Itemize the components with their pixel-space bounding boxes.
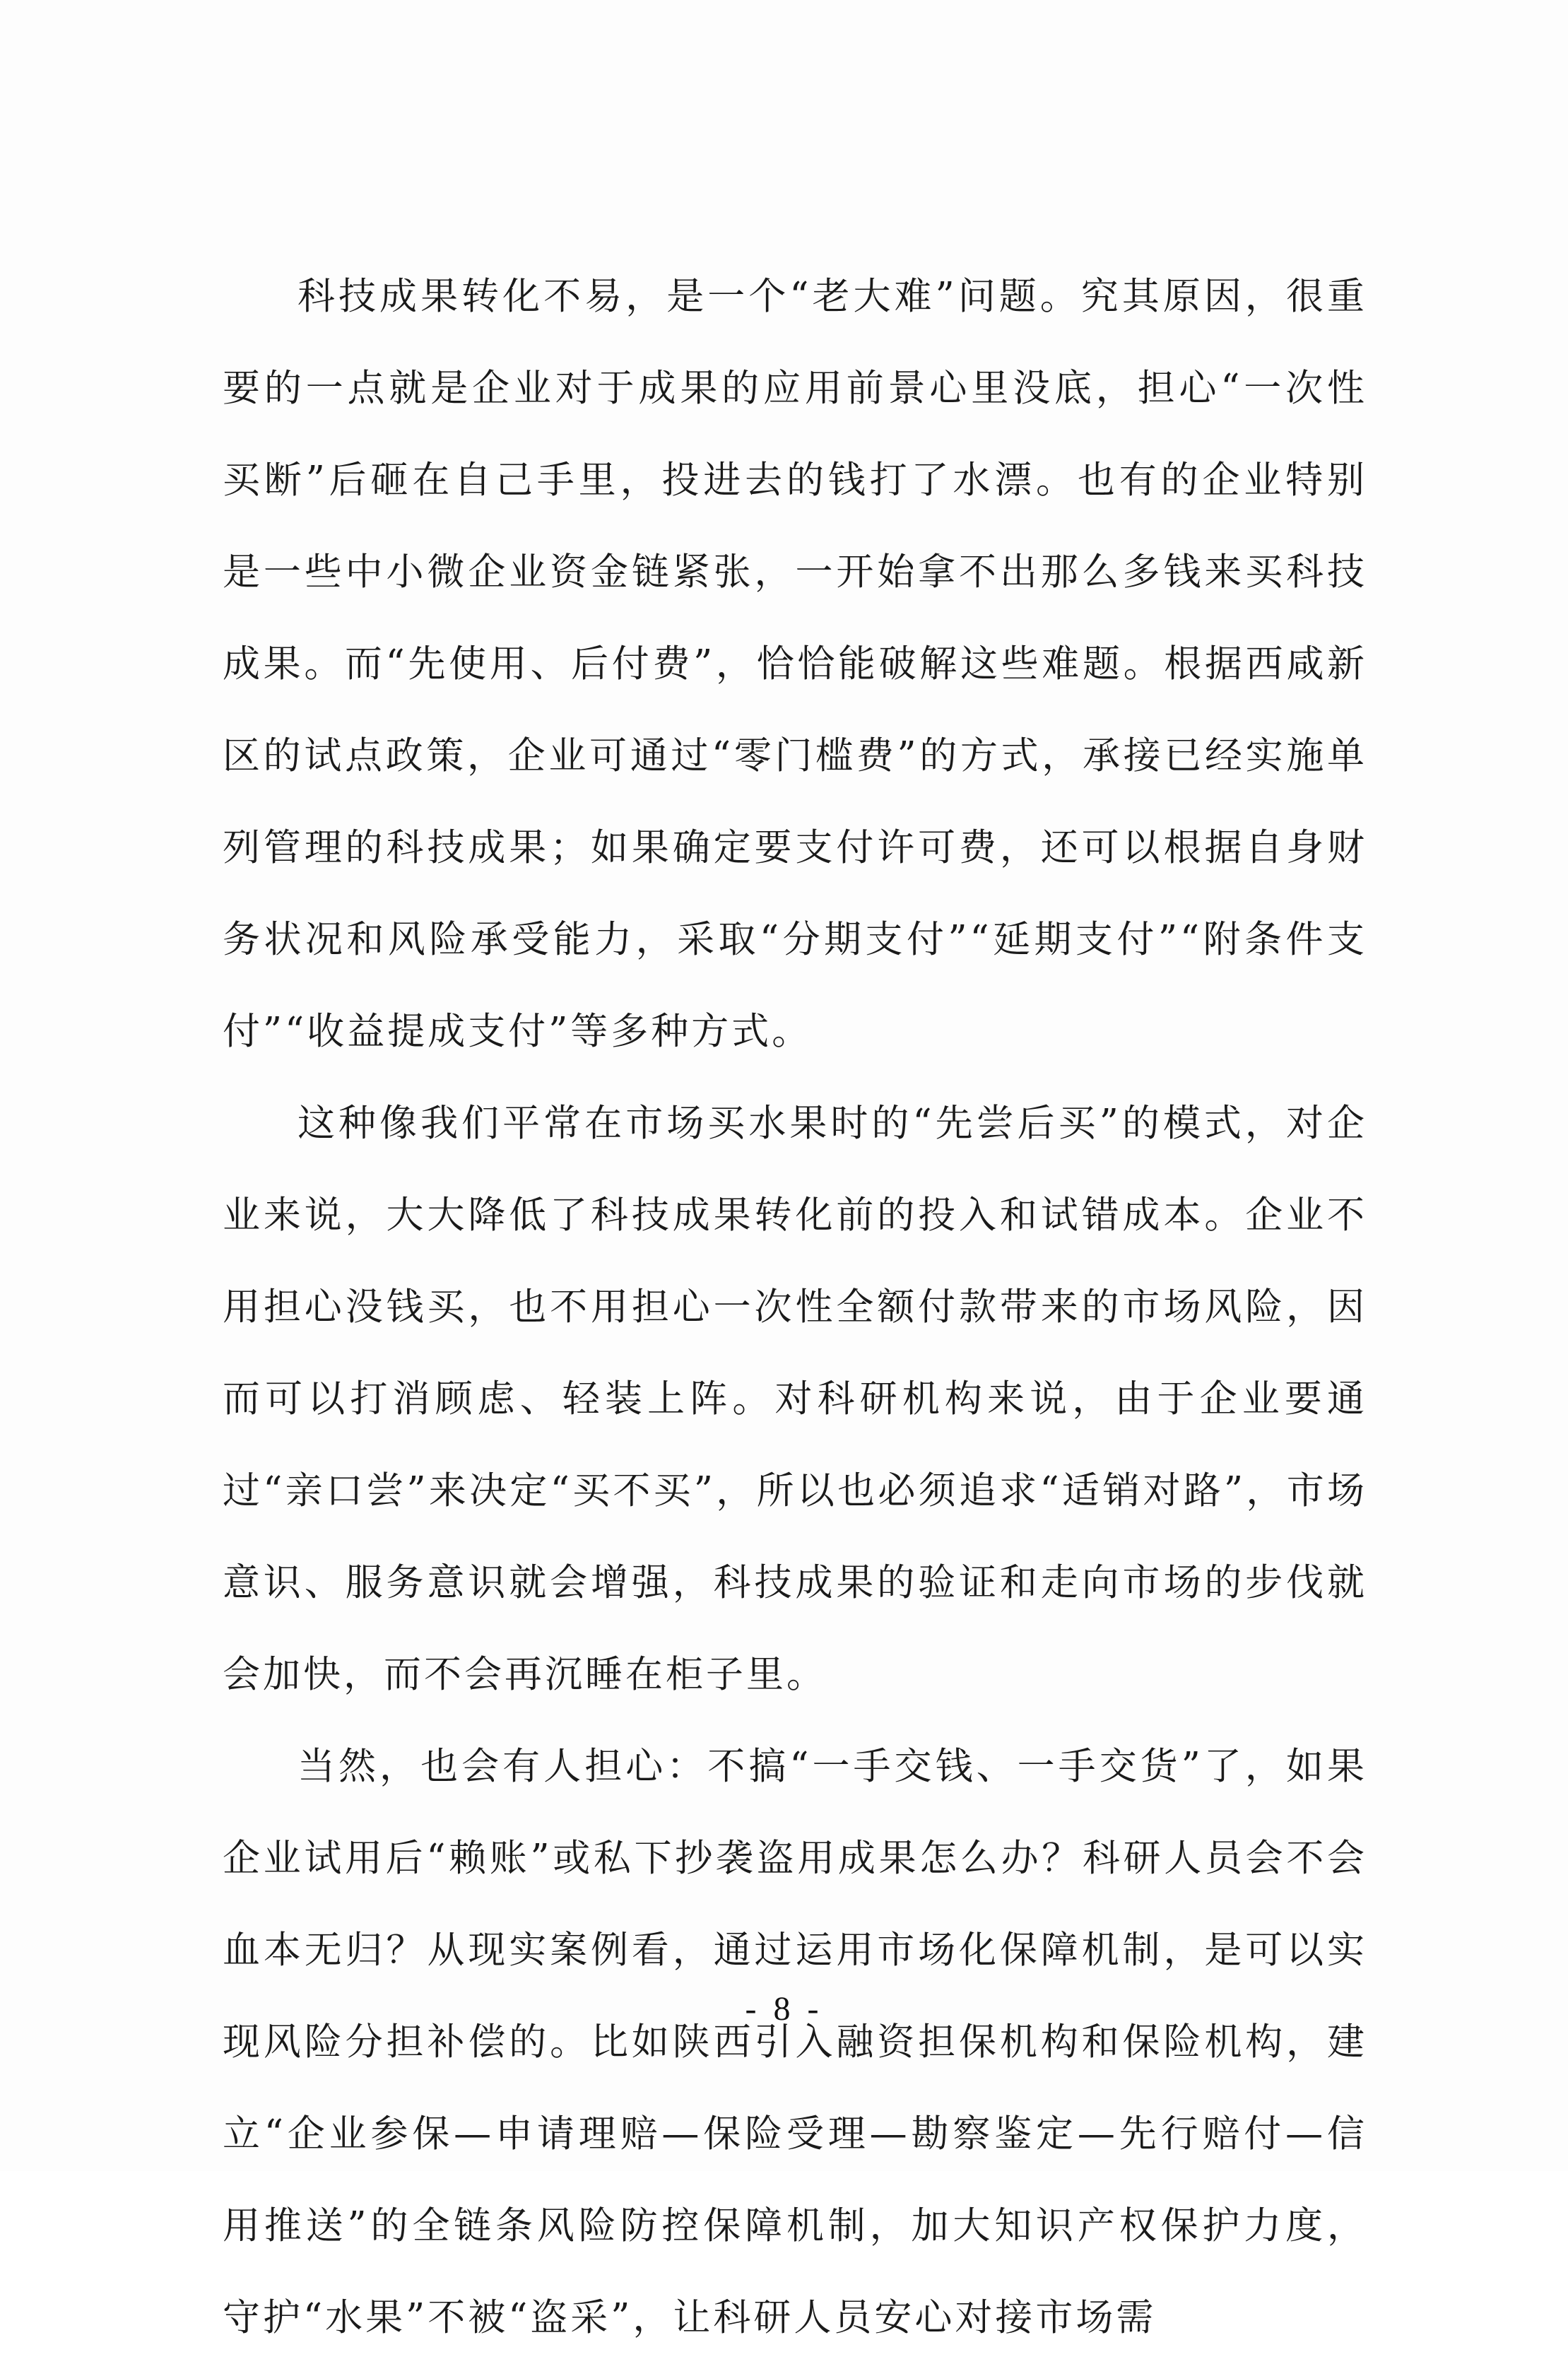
paragraph-2: 这种像我们平常在市场买水果时的“先尝后买”的模式，对企业来说，大大降低了科技成果转化前的投入和试错成本。企业不用担心没钱买，也不用担心一次性全额付款带来的市场风险，因而可以打消顾虑、轻装上阵。对科研机构来说，由于企业要通过“亲口尝”来决定“买不买”，所以也必须追求“适销对路”，市场意识、服务意识就会增强，科技成果的验证和走向市场的步伐就会加快，而不会再沉睡在柜子里。 xyxy=(223,1102,1367,1696)
body-text xyxy=(223,251,1367,2364)
paragraph-1: 科技成果转化不易，是一个“老大难”问题。究其原因，很重要的一点就是企业对于成果的应用前景心里没底，担心“一次性买断”后砸在自己手里，投进去的钱打了水漂。也有的企业特别是一些中小微企业资金链紧张，一开始拿不出那么多钱来买科技成果。而“先使用、后付费”，恰恰能破解这些难题。根据西咸新区的试点政策，企业可通过“零门槛费”的方式，承接已经实施单列管理的科技成果；如果确定要支付许可费，还可以根据自身财务状况和风险承受能力，采取“分期支付”“延期支付”“附条件支付”“收益提成支付”等多种方式。 xyxy=(223,275,1367,1053)
paragraph-3: 当然，也会有人担心：不搞“一手交钱、一手交货”了，如果企业试用后“赖账”或私下抄袭盗用成果怎么办？科研人员会不会血本无归？从现实案例看，通过运用市场化保障机制，是可以实现风险分担补偿的。比如陕西引入融资担保机构和保险机构，建立“企业参保—申请理赔—保险受理—勘察鉴定—先行赔付—信用推送”的全链条风险防控保障机制，加大知识产权保护力度，守护“水果”不被“盗采”，让科研人员安心对接市场需 xyxy=(223,1745,1367,2339)
page-number: - 8 - xyxy=(745,1990,823,2028)
